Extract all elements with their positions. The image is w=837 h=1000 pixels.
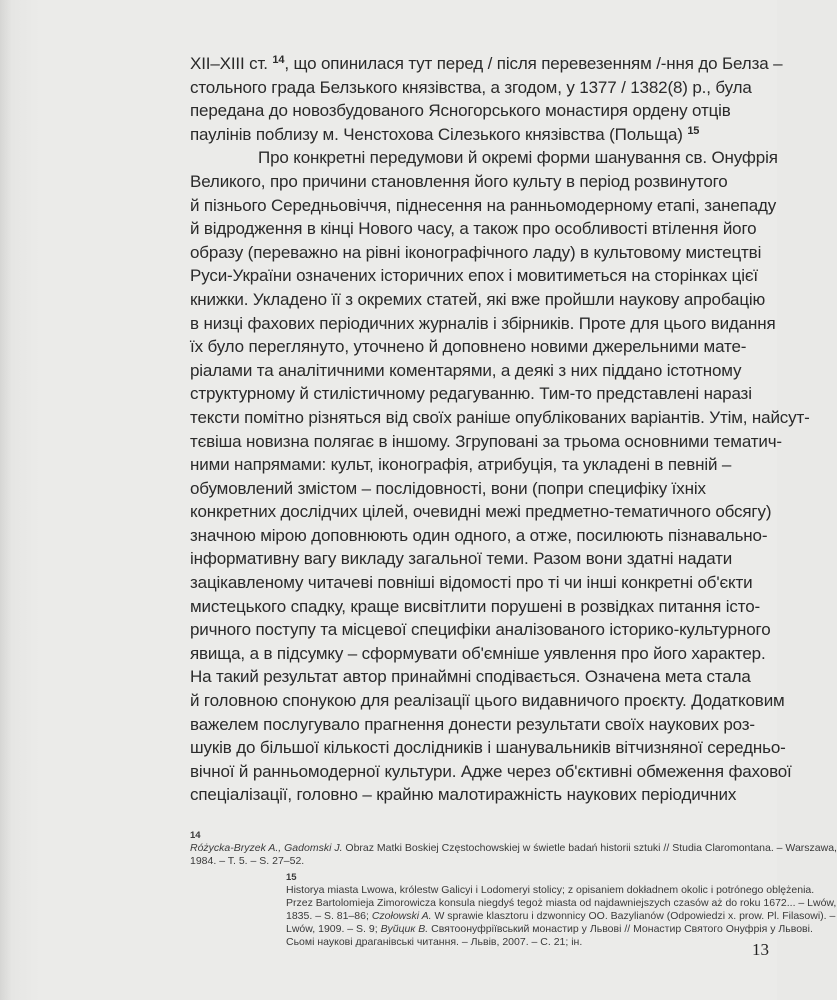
text-line: й пізнього Середньовіччя, піднесення на ранньомодерному етапі, занепаду xyxy=(190,195,777,215)
text-line: їх було переглянуто, уточнено й доповнено новими джерельними мате- xyxy=(190,337,747,357)
text-line: ними напрямами: культ, іконографія, атрибуція, та укладені в певній – xyxy=(190,455,732,475)
text-line: На такий результат автор принаймні сподівається. Означена мета стала xyxy=(190,667,751,687)
footnote-author: Вуйцик В. xyxy=(380,923,429,935)
footnote-author: Czołowski A. xyxy=(371,910,432,922)
page-number: 13 xyxy=(752,940,769,959)
footnote-15 xyxy=(286,871,837,949)
text-line: стольного града Белзького князівства, а згодом, у 1377 / 1382(8) р., була xyxy=(190,77,752,97)
footnote-text: 1984. – T. 5. – S. 27–52. xyxy=(190,855,305,867)
text-line: передана до новозбудованого Ясногорського монастиря ордену отців xyxy=(190,101,731,121)
text-line: ріалами та аналітичними коментарями, а деякі з них піддано істотному xyxy=(190,360,742,380)
footnote-text: Przez Bartolomieja Zimorowicza konsula niegdyś tegoż miasta od najdawniejszych czasów aż do roku 1672... – Lwów, xyxy=(286,897,837,909)
footnote-text: W sprawie klasztoru i dzwonnicy OO. Bazylianów (Odpowiedzi x. prow. Pl. Filasowi). – xyxy=(431,910,836,922)
text-line: інформативну вагу викладу загальної теми. Разом вони здатні надати xyxy=(190,549,733,569)
text-line: структурному й стилістичному редагуванню. Тим-то представлені наразі xyxy=(190,384,752,404)
text-line: спеціалізації, головно – крайню малотиражність наукових періодичних xyxy=(190,785,737,805)
text-line: Про конкретні передумови й окремі форми шанування св. Онуфрія xyxy=(258,148,778,168)
text-line: обумовлений змістом – послідовності, вони (попри специфіку їхніх xyxy=(190,478,706,498)
footnote-text: 1835. – S. 81–86; xyxy=(286,910,372,922)
paragraph-1 xyxy=(190,52,783,146)
text-line: XII–XIII ст. xyxy=(190,54,273,73)
text-line: й відродження в кінці Нового часу, а також про особливості втілення його xyxy=(190,219,757,239)
text-line: в низці фахових періодичних журналів і збірників. Проте для цього видання xyxy=(190,313,776,333)
text-line: мистецького спадку, краще висвітлити порушені в розвідках питання істо- xyxy=(190,596,761,616)
text-line: конкретних дослідчих цілей, очевидні межі предметно-тематичного обсягу) xyxy=(190,502,772,522)
text-line: вічної й ранньомодерної культури. Адже через об'єктивні обмеження фахової xyxy=(190,761,792,781)
text-line: паулінів поблизу м. Ченстохова Сілезького князівства (Польща) xyxy=(190,124,688,144)
footnote-text: Historya miasta Lwowa, królestw Galicyi i Lodomeryi stolicy; z opisaniem dokładnem okolic i potrónego oblężenia. xyxy=(286,884,815,896)
text-line: тєвіша новизна полягає в іншому. Згруповані за трьома основними тематич- xyxy=(190,431,782,451)
text-line: Великого, про причини становлення його культу в період розвинутого xyxy=(190,171,728,191)
text-line: шуків до більшої кількості дослідників і шанувальників вітчизняної середньо- xyxy=(190,738,786,758)
footnote-number: 15 xyxy=(286,872,297,883)
paragraph-2 xyxy=(190,146,810,807)
main-text xyxy=(190,52,810,807)
text-line: ричного поступу та місцевої специфіки аналізованого історико-культурного xyxy=(190,620,771,640)
footnote-text: Obraz Matki Boskiej Częstochowskiej w świetle badań historii sztuki // Studia Claromontana. – Warszawa, xyxy=(342,842,837,854)
footnote-text: Святоонуфріївський монастир у Львові // Монастир Святого Онуфрія у Львові. xyxy=(428,923,813,935)
footnote-ref-14[interactable]: 14 xyxy=(272,54,285,66)
text-line: й головною спонукою для реалізації цього видавничого проєкту. Додатковим xyxy=(190,691,785,711)
text-line: зацікавленому читачеві повніші відомості про ті чи інші конкретні об'єкти xyxy=(190,573,753,593)
text-line: тексти помітно різняться від своїх раніше опублікованих варіантів. Утім, найсут- xyxy=(190,407,810,427)
text-line: Руси-України означених історичних епох і мовитиметься на сторінках цієї xyxy=(190,266,758,286)
text-line: важелем послугувало прагнення донести результати своїх наукових роз- xyxy=(190,714,755,734)
footnote-14 xyxy=(190,829,837,868)
text-line: , що опинилася тут перед / після перевезенням /-ння до Белза – xyxy=(284,54,783,73)
text-line: явища, а в підсумку – сформувати об'ємніше уявлення про його характер. xyxy=(190,643,766,663)
footnote-text: Lwów, 1909. – S. 9; xyxy=(286,923,381,935)
footnote-number: 14 xyxy=(190,830,201,841)
text-line: образу (переважно на рівні іконографічного ладу) в культовому мистецтві xyxy=(190,242,762,262)
text-line: книжки. Укладено її з окремих статей, які вже пройшли наукову апробацію xyxy=(190,289,766,309)
text-line: значною мірою доповнюють один одного, а отже, посилюють пізнавально- xyxy=(190,525,768,545)
footnote-author: Różycka-Bryzek A., Gadomski J. xyxy=(190,842,343,854)
footnote-ref-15[interactable]: 15 xyxy=(687,124,700,137)
footnote-text: Сьомі наукові драганівські читання. – Львів, 2007. – С. 21; ін. xyxy=(286,936,583,948)
